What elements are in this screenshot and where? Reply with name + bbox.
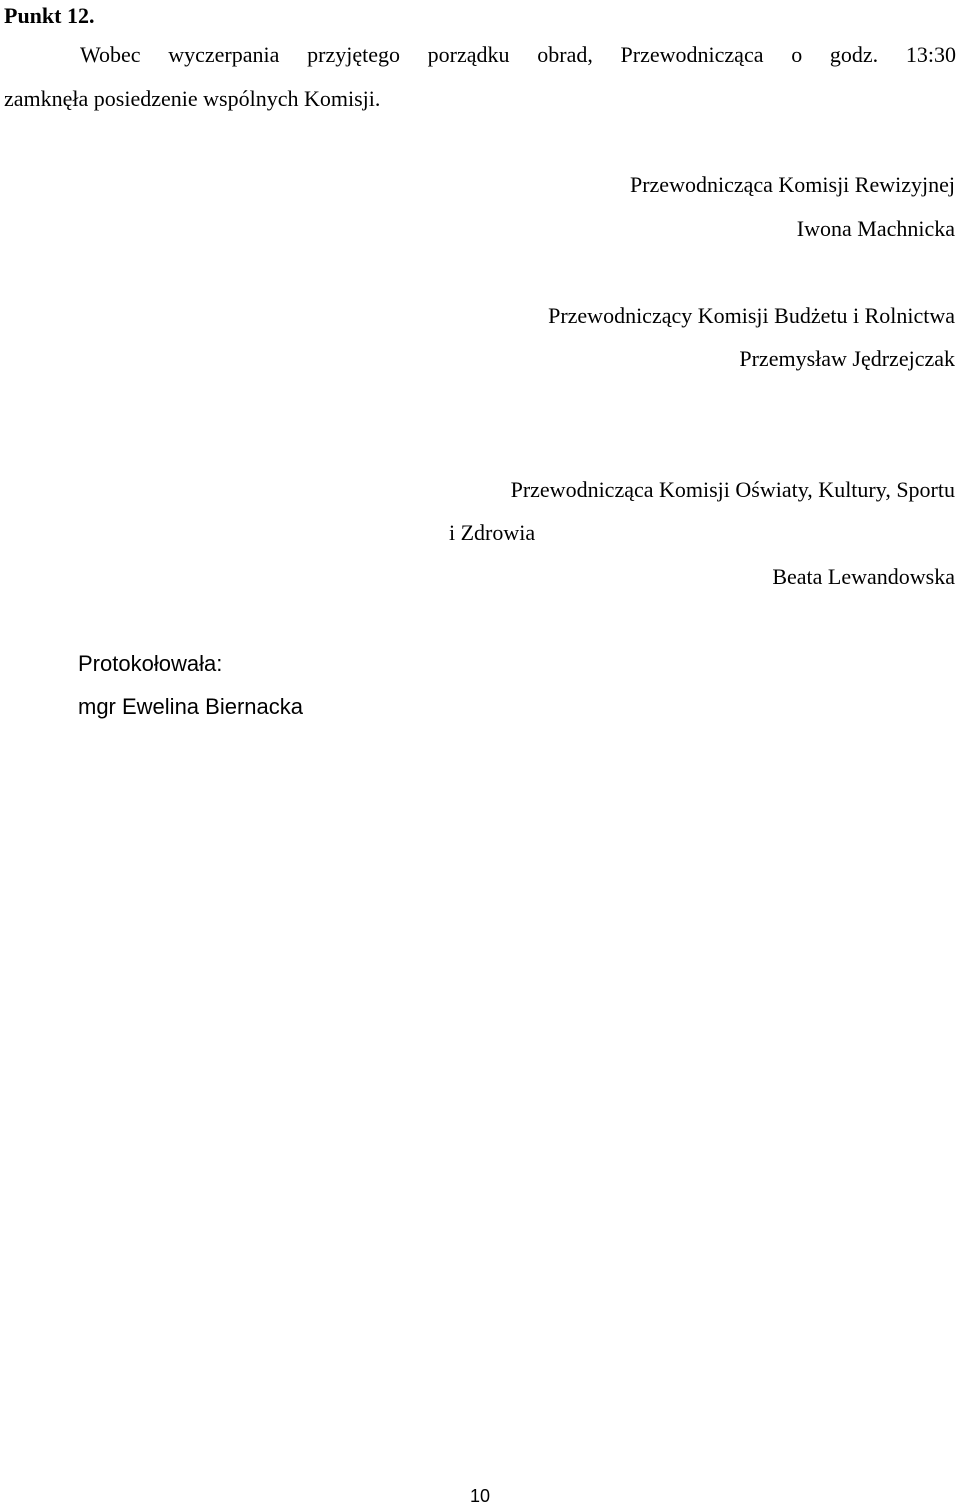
signature-1-title: Przewodnicząca Komisji Rewizyjnej — [629, 172, 955, 197]
signature-3-title-line-1: Przewodnicząca Komisji Oświaty, Kultury, Sportu — [510, 477, 955, 502]
paragraph-line-2: zamknęła posiedzenie wspólnych Komisji. — [4, 86, 381, 111]
signature-1-name: Iwona Machnicka — [796, 216, 955, 241]
minutes-taker-label: Protokołowała: — [78, 651, 223, 676]
page-number: 10 — [469, 1486, 491, 1506]
section-heading: Punkt 12. — [4, 3, 95, 28]
signature-2-title: Przewodniczący Komisji Budżetu i Rolnictwa — [548, 303, 955, 328]
signature-3-name: Beata Lewandowska — [772, 564, 955, 589]
signature-2-name: Przemysław Jędrzejczak — [739, 346, 955, 371]
signature-3-title-line-2: i Zdrowia — [449, 520, 536, 545]
minutes-taker-name: mgr Ewelina Biernacka — [78, 694, 303, 719]
paragraph-line-1: Wobec wyczerpania przyjętego porządku obrad, Przewodnicząca o godz. 13:30 — [80, 42, 956, 67]
